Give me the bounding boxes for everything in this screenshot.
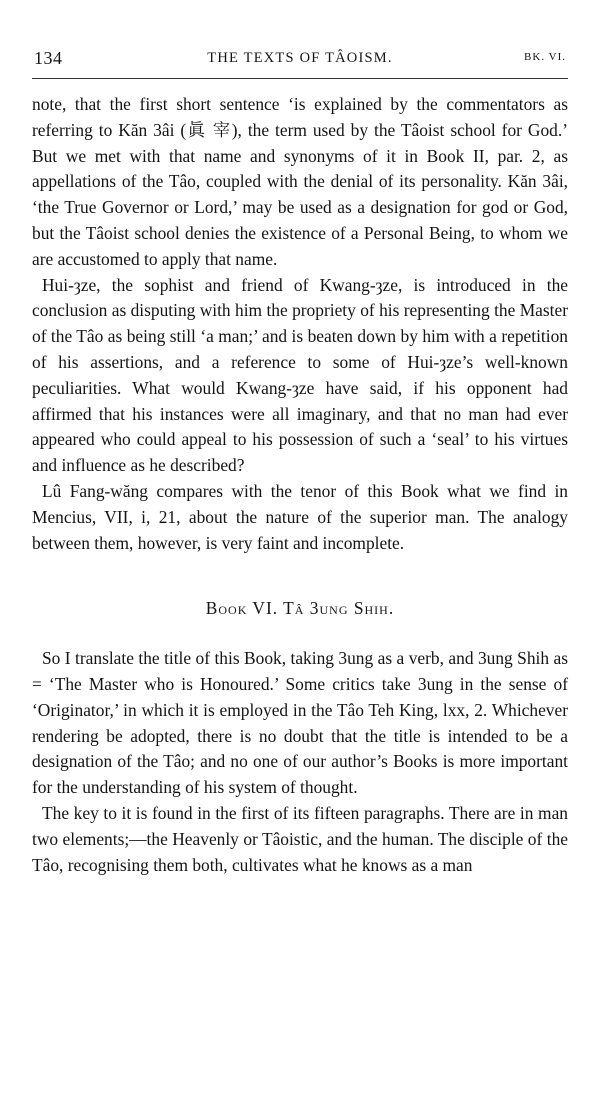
section-title: Book VI. Tâ 3ung Shih. <box>205 598 395 619</box>
body-text <box>32 92 568 878</box>
page-header <box>32 38 568 72</box>
book-reference: BK. VI. <box>524 51 566 63</box>
book-page <box>32 38 568 875</box>
paragraph-2: Hui-ȝze, the sophist and friend of Kwang-ȝze, is introduced in the conclusion as disputing with him the propriety of his representing the Master of the Tâo as being still ‘a man;’ and is beaten down by him with a repetition of his assertions, and a reference to some of Hui-ȝze’s well-known peculiarities. What would Kwang-ȝze have said, if his opponent had affirmed that his instances were all imaginary, and that no man had ever appeared who could appeal to his possession of such a ‘seal’ to his virtues and influence as he described? <box>32 274 568 476</box>
page-number: 134 <box>34 48 63 68</box>
section-paragraph-2: The key to it is found in the first of its fifteen paragraphs. There are in man two elements;—the Heavenly or Tâoistic, and the human. The disciple of the Tâo, recognising them both, cultivates what he knows as a man <box>32 802 568 875</box>
running-title: THE TEXTS OF TÂOISM. <box>207 50 393 66</box>
paragraph-1: note, that the first short sentence ‘is explained by the commentators as referring to Kăn 3âi (眞 宰), the term used by the Tâoist school for God.’ But we met with that name and synonyms of it in Book II, par. 2, as appellations of the Tâo, coupled with the denial of its personality. Kăn 3âi, ‘the True Governor or Lord,’ may be used as a designation for god or God, but the Tâoist school denies the existence of a Personal Being, to whom we are accustomed to apply that name. <box>32 94 568 269</box>
section-paragraph-1: So I translate the title of this Book, taking 3ung as a verb, and 3ung Shih as = ‘The Master who is Honoured.’ Some critics take 3ung in the sense of ‘Originator,’ in which it is employed in the Tâo Teh King, lxx, 2. Whichever rendering be adopted, there is no doubt that the title is intended to be a designation of the Tâo; and no one of our author’s Books is more important for the understanding of his system of thought. <box>32 648 568 798</box>
header-rule <box>32 78 568 79</box>
paragraph-3: Lû Fang-wăng compares with the tenor of this Book what we find in Mencius, VII, i, 21, about the nature of the superior man. The analogy between them, however, is very faint and incomplete. <box>32 480 568 553</box>
